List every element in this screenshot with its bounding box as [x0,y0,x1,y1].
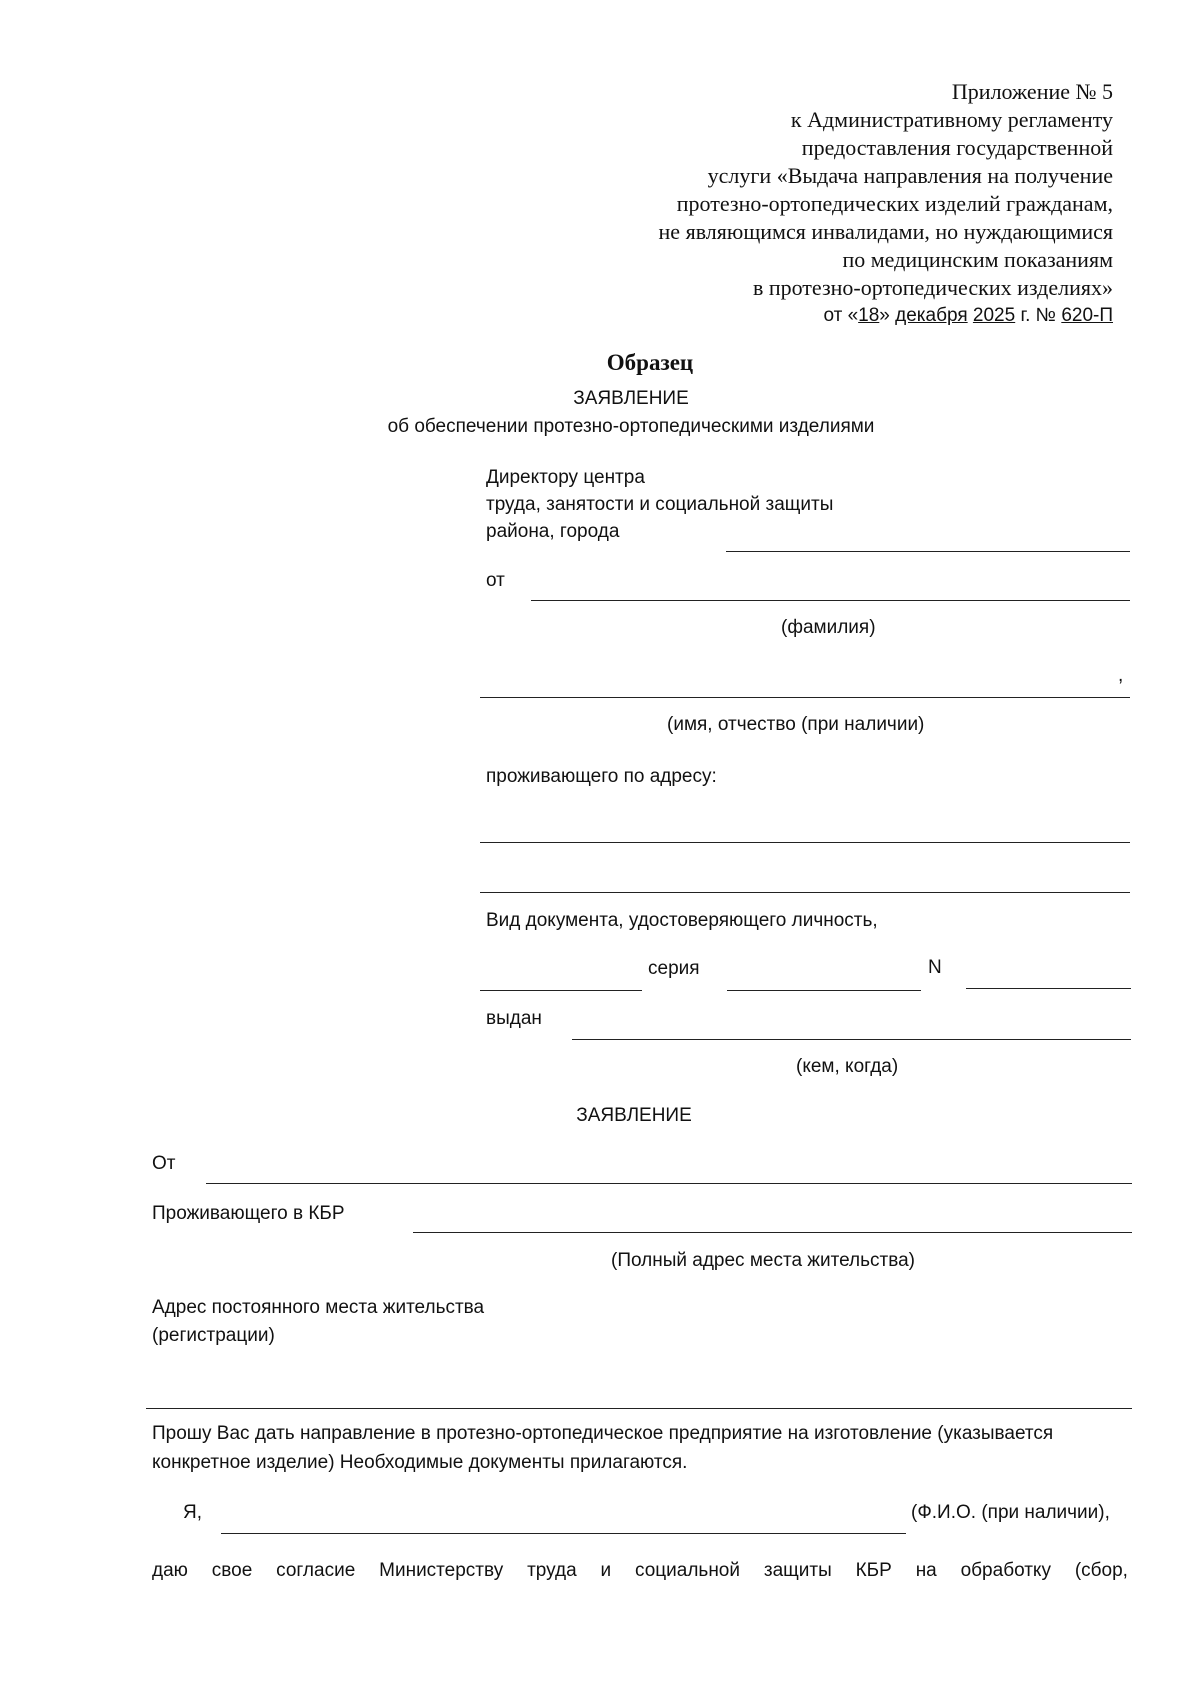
address-field-2[interactable] [480,892,1130,893]
permanent-address-label: Адрес постоянного места жительства [152,1297,485,1318]
order-month: декабря [895,305,968,326]
doc-subtitle: об обеспечении протезно-ортопедическими изделиями [387,416,875,437]
addressee-line-3: района, города [486,521,620,542]
surname-caption: (фамилия) [781,617,876,638]
consent-word: труда [527,1560,577,1581]
consent-word: свое [211,1560,253,1581]
order-number: 620-П [1061,305,1113,326]
addressee-line-1: Директору центра [486,467,645,488]
surname-field[interactable] [531,600,1130,601]
series-label: серия [648,958,700,979]
appendix-line: к Административному регламенту [790,107,1113,132]
name-field[interactable] [480,697,1130,698]
registration-address-field[interactable] [146,1408,1132,1409]
name-caption: (имя, отчество (при наличии) [667,714,925,735]
from-label-2: От [152,1153,176,1174]
consent-word: обработку [960,1560,1051,1581]
consent-word: Министерству [379,1560,504,1581]
order-day: 18 [858,305,880,326]
appendix-header [659,78,1113,330]
application-title: ЗАЯВЛЕНИЕ [576,1105,692,1126]
appendix-line: предоставления государственной [801,135,1113,160]
order-prefix: от « [823,305,859,326]
kbr-address-field[interactable] [413,1232,1132,1233]
fio-caption: (Ф.И.О. (при наличии), [911,1502,1110,1523]
full-address-caption: (Полный адрес места жительства) [611,1250,915,1271]
consent-word: и [600,1560,612,1581]
address-field-1[interactable] [480,842,1130,843]
appendix-line: протезно-ортопедических изделий гражданам, [676,191,1113,216]
appendix-line: услуги «Выдача направления на получение [707,163,1113,188]
residing-kbr-label: Проживающего в КБР [152,1203,345,1224]
i-label: Я, [183,1502,202,1523]
consent-word: даю [152,1560,188,1581]
consent-text-line [152,1560,1128,1582]
consent-word: согласие [276,1560,356,1581]
appendix-line: не являющимся инвалидами, но нуждающимися [658,219,1113,244]
number-label: N [928,957,942,978]
from-label: от [486,570,505,591]
order-reference [659,302,1113,330]
consent-word: (сбор, [1074,1560,1128,1581]
order-number-prefix: г. № [1015,305,1062,326]
document-type-field[interactable] [480,990,642,991]
appendix-line: в протезно-ортопедических изделиях» [752,275,1113,300]
applicant-field[interactable] [206,1183,1132,1184]
number-field[interactable] [966,988,1131,989]
consent-word: на [915,1560,937,1581]
order-year: 2025 [972,305,1016,326]
series-field[interactable] [727,990,921,991]
residing-label: проживающего по адресу: [486,766,717,787]
fio-field[interactable] [221,1533,906,1534]
request-text-line-2: конкретное изделие) Необходимые документы прилагаются. [152,1452,688,1473]
id-document-label: Вид документа, удостоверяющего личность, [486,910,878,931]
addressee-line-2: труда, занятости и социальной защиты [486,494,834,515]
consent-word: защиты [763,1560,832,1581]
appendix-line: по медицинским показаниям [842,247,1113,272]
consent-word: социальной [634,1560,740,1581]
doc-title: ЗАЯВЛЕНИЕ [573,388,689,409]
registration-label: (регистрации) [152,1325,275,1346]
issued-label: выдан [486,1008,542,1029]
consent-word: КБР [855,1560,892,1581]
order-separator: » [879,305,896,326]
comma-mark: , [1118,665,1124,686]
appendix-line: Приложение № 5 [951,79,1113,104]
issued-caption: (кем, когда) [796,1056,899,1077]
district-field[interactable] [726,551,1130,552]
sample-label: Образец [606,350,694,375]
issued-field[interactable] [572,1039,1131,1040]
request-text-line-1: Прошу Вас дать направление в протезно-ортопедическое предприятие на изготовление (указывается [152,1423,1054,1444]
